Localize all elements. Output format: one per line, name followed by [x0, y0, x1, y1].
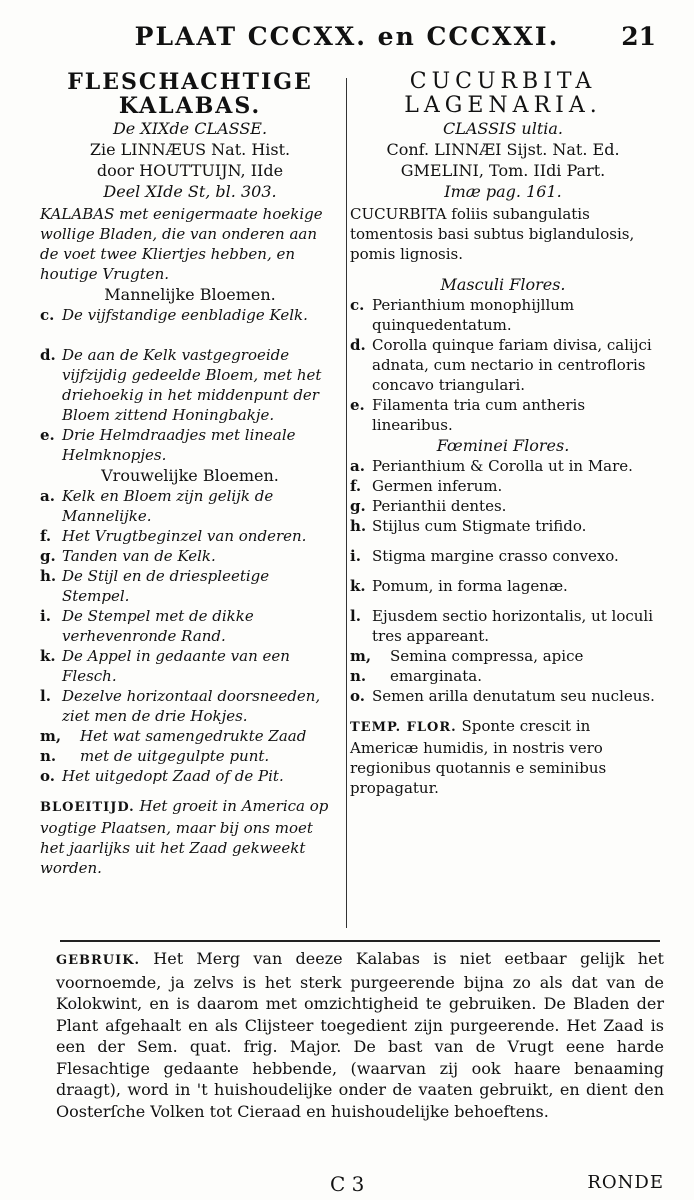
latin-classis: CLASSIS ultia. [442, 119, 564, 138]
dutch-column [40, 70, 340, 878]
dutch-description: KALABAS met eenigermaate hoekige wollige Bladen, die van onderen aan de voet twee Kliertjes hebben, en houtige Vrugten. [40, 205, 323, 283]
list-item: k. Pomum, in forma lagenæ. [350, 577, 568, 595]
latin-ref-line3: Imæ pag. 161. [444, 182, 562, 201]
list-item: a. Perianthium & Corolla ut in Mare. [350, 457, 633, 475]
usage-text: Het Merg van deeze Kalabas is niet eetbaar gelijk het voornoemde, ja zelvs is het sterk purgeerende bijna zo als dat van de Kolokwint, en is daarom met omzichtigheid te gebruiken. De Bladen der Plant afgehaalt en als Clijsteer toegedient zijn purgeerende. Het Zaad is een der Sem. quat. frig. Major. De bast van de Vrugt eene harde Flesachtige gedaante hebbende, (waarvan zij ook haare benaaming draagt), word in 't huishoudelijke onder de vaaten gebruikt, en dient den Oosterſche Volken tot Cieraad en huishoudelijke behoeftens. [56, 949, 664, 1121]
list-item: a. Kelk en Bloem zijn gelijk de Mannelijke. [40, 487, 274, 525]
list-item: h. De Stijl en de driespleetige Stempel. [40, 567, 270, 605]
catchword: RONDE [587, 1172, 664, 1193]
list-item: i. Stigma margine crasso convexo. [350, 547, 619, 565]
list-item: f. Het Vrugtbeginzel van onderen. [40, 527, 307, 545]
dutch-title-line1: FLESCHACHTIGE [67, 69, 313, 95]
horizontal-rule [60, 940, 660, 942]
signature-mark: C 3 [330, 1172, 365, 1196]
dutch-female-heading: Vrouwelijke Bloemen. [101, 466, 279, 485]
bloeitijd-label: BLOEITIJD. [40, 800, 135, 815]
dutch-title-line2: KALABAS. [118, 93, 262, 119]
list-item: c. Perianthium monophijllum quinquedentatum. [350, 296, 575, 334]
temp-flor-text: Sponte crescit in Americæ humidis, in nostris vero regionibus quotannis e seminibus propagatur. [350, 717, 607, 797]
latin-ref-line1: Conf. LINNÆI Sijst. Nat. Ed. [386, 140, 620, 159]
latin-female-heading: Fœminei Flores. [436, 436, 570, 455]
list-item: f. Germen inferum. [350, 477, 503, 495]
list-item: o. Semen arilla denutatum seu nucleus. [350, 687, 655, 705]
latin-title-line2: LAGENARIA. [404, 93, 602, 118]
column-divider [346, 78, 347, 928]
list-item: e. Filamenta tria cum antheris linearibus. [350, 396, 586, 434]
dutch-ref-line1: Zie LINNÆUS Nat. Hist. [89, 140, 291, 159]
running-header [0, 18, 694, 58]
usage-label: GEBRUIK. [56, 953, 141, 968]
list-item: m, n. Het wat samengedrukte Zaad met de uitgegulpte punt. [40, 727, 307, 765]
dutch-bloeitijd [40, 796, 340, 878]
bloeitijd-text: Het groeit in America op vogtige Plaatsen, maar bij ons moet het jaarlijks uit het Zaad gekweekt worden. [40, 797, 329, 877]
usage-paragraph [56, 948, 664, 1122]
list-item: m, n. Semina compressa, apice emarginata. [350, 647, 584, 685]
latin-ref-line2: GMELINI, Tom. IIdi Part. [400, 161, 606, 180]
dutch-male-heading: Mannelijke Bloemen. [104, 285, 276, 304]
dutch-classe: De XIXde CLASSE. [112, 119, 268, 138]
page-number: 21 [621, 22, 656, 51]
latin-description: CUCURBITA foliis subangulatis tomentosis basi subtus biglandulosis, pomis lignosis. [350, 205, 635, 263]
dutch-ref-line3: Deel XIde St, bl. 303. [103, 182, 277, 201]
plate-title: PLAAT CCCXX. en CCCXXI. [134, 22, 560, 51]
dutch-ref-line2: door HOUTTUIJN, IIde [96, 161, 284, 180]
list-item: k. De Appel in gedaante van een Flesch. [40, 647, 290, 685]
list-item: l. Dezelve horizontaal doorsneeden, ziet men de drie Hokjes. [40, 687, 321, 725]
list-item: d. Corolla quinque fariam divisa, calijci adnata, cum nectario in centrofloris concavo triangulari. [350, 336, 652, 394]
list-item: i. De Stempel met de dikke verhevenronde Rand. [40, 607, 254, 645]
list-item: c. De vijfstandige eenbladige Kelk. [40, 306, 308, 324]
latin-column [350, 70, 656, 798]
latin-temp-flor [350, 716, 656, 798]
temp-flor-label: TEMP. FLOR. [350, 720, 457, 735]
latin-title-line1: CUCURBITA [409, 69, 597, 94]
list-item: l. Ejusdem sectio horizontalis, ut loculi tres appareant. [350, 607, 654, 645]
list-item: e. Drie Helmdraadjes met lineale Helmknopjes. [40, 426, 296, 464]
latin-male-heading: Masculi Flores. [440, 275, 566, 294]
list-item: g. Tanden van de Kelk. [40, 547, 216, 565]
list-item: o. Het uitgedopt Zaad of de Pit. [40, 767, 284, 785]
list-item: h. Stijlus cum Stigmate trifido. [350, 517, 587, 535]
list-item: g. Perianthii dentes. [350, 497, 507, 515]
list-item: d. De aan de Kelk vastgegroeide vijfzijdig gedeelde Bloem, met het driehoekig in het middenpunt der Bloem zittend Honingbakje. [40, 346, 322, 424]
